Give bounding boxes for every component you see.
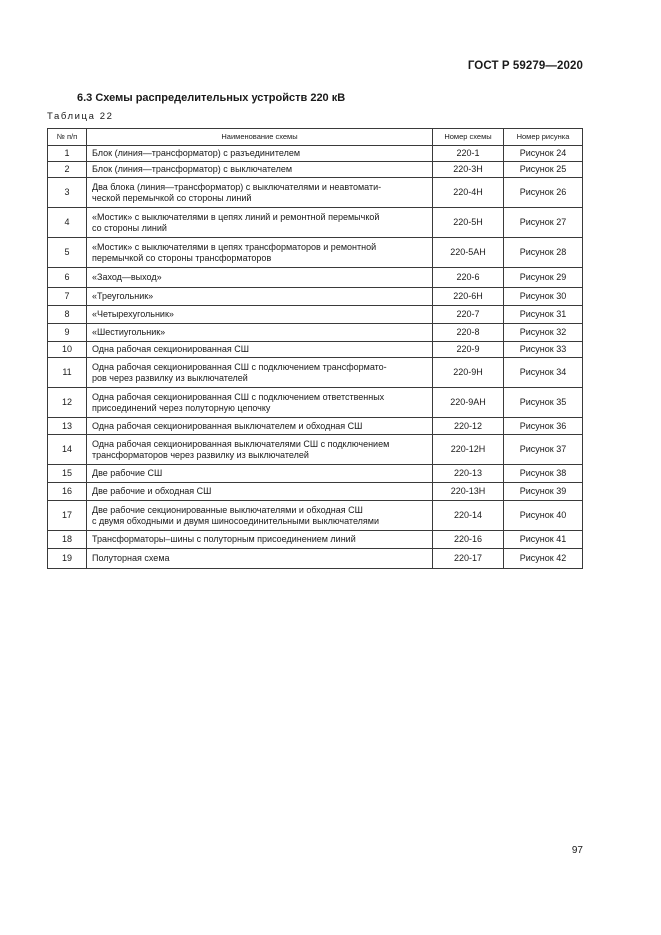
scheme-code-cell: 220-5АН [433, 238, 504, 268]
row-number-cell: 12 [48, 388, 87, 418]
table-header-row [48, 129, 583, 146]
table-row [48, 238, 583, 268]
figure-number-cell: Рисунок 36 [504, 418, 583, 435]
scheme-code-cell: 220-9 [433, 342, 504, 358]
row-number-cell: 18 [48, 531, 87, 549]
scheme-code-cell: 220-17 [433, 549, 504, 569]
section-title: 6.3 Схемы распределительных устройств 220 кВ [77, 92, 346, 104]
figure-number-cell: Рисунок 31 [504, 306, 583, 324]
table-row [48, 435, 583, 465]
row-number-cell: 13 [48, 418, 87, 435]
figure-number-cell: Рисунок 32 [504, 324, 583, 342]
figure-number-cell: Рисунок 39 [504, 483, 583, 501]
column-header-figure: Номер рисунка [504, 129, 583, 146]
row-number-cell: 10 [48, 342, 87, 358]
figure-number-cell: Рисунок 26 [504, 178, 583, 208]
figure-number-cell: Рисунок 38 [504, 465, 583, 483]
figure-number-cell: Рисунок 28 [504, 238, 583, 268]
scheme-name-cell: Два блока (линия—трансформатор) с выключателями и неавтомати- ческой перемычкой со стороны линий [87, 178, 433, 208]
row-number-cell: 2 [48, 162, 87, 178]
row-number-cell: 1 [48, 146, 87, 162]
table-row [48, 162, 583, 178]
scheme-name-cell: Трансформаторы–шины с полуторным присоединением линий [87, 531, 433, 549]
table-row [48, 388, 583, 418]
scheme-code-cell: 220-13Н [433, 483, 504, 501]
scheme-code-cell: 220-9Н [433, 358, 504, 388]
figure-number-cell: Рисунок 33 [504, 342, 583, 358]
figure-number-cell: Рисунок 40 [504, 501, 583, 531]
scheme-name-cell: Одна рабочая секционированная СШ [87, 342, 433, 358]
scheme-code-cell: 220-9АН [433, 388, 504, 418]
table-row [48, 342, 583, 358]
column-header-name: Наименование схемы [87, 129, 433, 146]
scheme-name-cell: «Шестиугольник» [87, 324, 433, 342]
table-row [48, 324, 583, 342]
scheme-name-cell: «Мостик» с выключателями в цепях трансформаторов и ремонтной перемычкой со стороны трансформаторов [87, 238, 433, 268]
table-row [48, 146, 583, 162]
row-number-cell: 17 [48, 501, 87, 531]
scheme-code-cell: 220-7 [433, 306, 504, 324]
row-number-cell: 3 [48, 178, 87, 208]
figure-number-cell: Рисунок 27 [504, 208, 583, 238]
column-header-number: № п/п [48, 129, 87, 146]
scheme-code-cell: 220-5Н [433, 208, 504, 238]
row-number-cell: 16 [48, 483, 87, 501]
document-code: ГОСТ Р 59279—2020 [467, 60, 583, 72]
figure-number-cell: Рисунок 29 [504, 268, 583, 288]
scheme-name-cell: Одна рабочая секционированная СШ с подключением ответственных присоединений через полуторную цепочку [87, 388, 433, 418]
scheme-code-cell: 220-6 [433, 268, 504, 288]
schemes-table [47, 128, 583, 569]
table-row [48, 501, 583, 531]
table-row [48, 531, 583, 549]
scheme-code-cell: 220-12Н [433, 435, 504, 465]
row-number-cell: 7 [48, 288, 87, 306]
row-number-cell: 19 [48, 549, 87, 569]
table-row [48, 288, 583, 306]
scheme-name-cell: Полуторная схема [87, 549, 433, 569]
table-row [48, 549, 583, 569]
row-number-cell: 8 [48, 306, 87, 324]
scheme-code-cell: 220-16 [433, 531, 504, 549]
figure-number-cell: Рисунок 37 [504, 435, 583, 465]
scheme-code-cell: 220-4Н [433, 178, 504, 208]
row-number-cell: 14 [48, 435, 87, 465]
scheme-name-cell: «Четырехугольник» [87, 306, 433, 324]
scheme-name-cell: Две рабочие и обходная СШ [87, 483, 433, 501]
scheme-code-cell: 220-13 [433, 465, 504, 483]
scheme-name-cell: Одна рабочая секционированная СШ с подключением трансформато- ров через развилку из выключателей [87, 358, 433, 388]
scheme-name-cell: Блок (линия—трансформатор) с разъединителем [87, 146, 433, 162]
column-header-scheme-code: Номер схемы [433, 129, 504, 146]
scheme-name-cell: Блок (линия—трансформатор) с выключателем [87, 162, 433, 178]
figure-number-cell: Рисунок 25 [504, 162, 583, 178]
scheme-name-cell: «Треугольник» [87, 288, 433, 306]
table-row [48, 178, 583, 208]
scheme-name-cell: «Заход—выход» [87, 268, 433, 288]
scheme-name-cell: Одна рабочая секционированная выключателями СШ с подключением трансформаторов через развилку из выключателей [87, 435, 433, 465]
table-row [48, 306, 583, 324]
scheme-code-cell: 220-6Н [433, 288, 504, 306]
table-row [48, 465, 583, 483]
figure-number-cell: Рисунок 42 [504, 549, 583, 569]
scheme-code-cell: 220-12 [433, 418, 504, 435]
row-number-cell: 15 [48, 465, 87, 483]
table-row [48, 268, 583, 288]
scheme-code-cell: 220-14 [433, 501, 504, 531]
table-body [48, 146, 583, 569]
row-number-cell: 9 [48, 324, 87, 342]
scheme-name-cell: Одна рабочая секционированная выключателем и обходная СШ [87, 418, 433, 435]
table-row [48, 358, 583, 388]
row-number-cell: 4 [48, 208, 87, 238]
figure-number-cell: Рисунок 24 [504, 146, 583, 162]
scheme-name-cell: «Мостик» с выключателями в цепях линий и ремонтной перемычкой со стороны линий [87, 208, 433, 238]
figure-number-cell: Рисунок 35 [504, 388, 583, 418]
table-row [48, 483, 583, 501]
scheme-name-cell: Две рабочие СШ [87, 465, 433, 483]
figure-number-cell: Рисунок 34 [504, 358, 583, 388]
row-number-cell: 6 [48, 268, 87, 288]
table-caption: Таблица 22 [47, 111, 114, 122]
figure-number-cell: Рисунок 30 [504, 288, 583, 306]
scheme-name-cell: Две рабочие секционированные выключателями и обходная СШ с двумя обходными и двумя шиносоединительными выключателями [87, 501, 433, 531]
row-number-cell: 11 [48, 358, 87, 388]
page-number: 97 [571, 845, 583, 856]
table-row [48, 208, 583, 238]
scheme-code-cell: 220-3Н [433, 162, 504, 178]
table-row [48, 418, 583, 435]
figure-number-cell: Рисунок 41 [504, 531, 583, 549]
scheme-code-cell: 220-1 [433, 146, 504, 162]
row-number-cell: 5 [48, 238, 87, 268]
scheme-code-cell: 220-8 [433, 324, 504, 342]
